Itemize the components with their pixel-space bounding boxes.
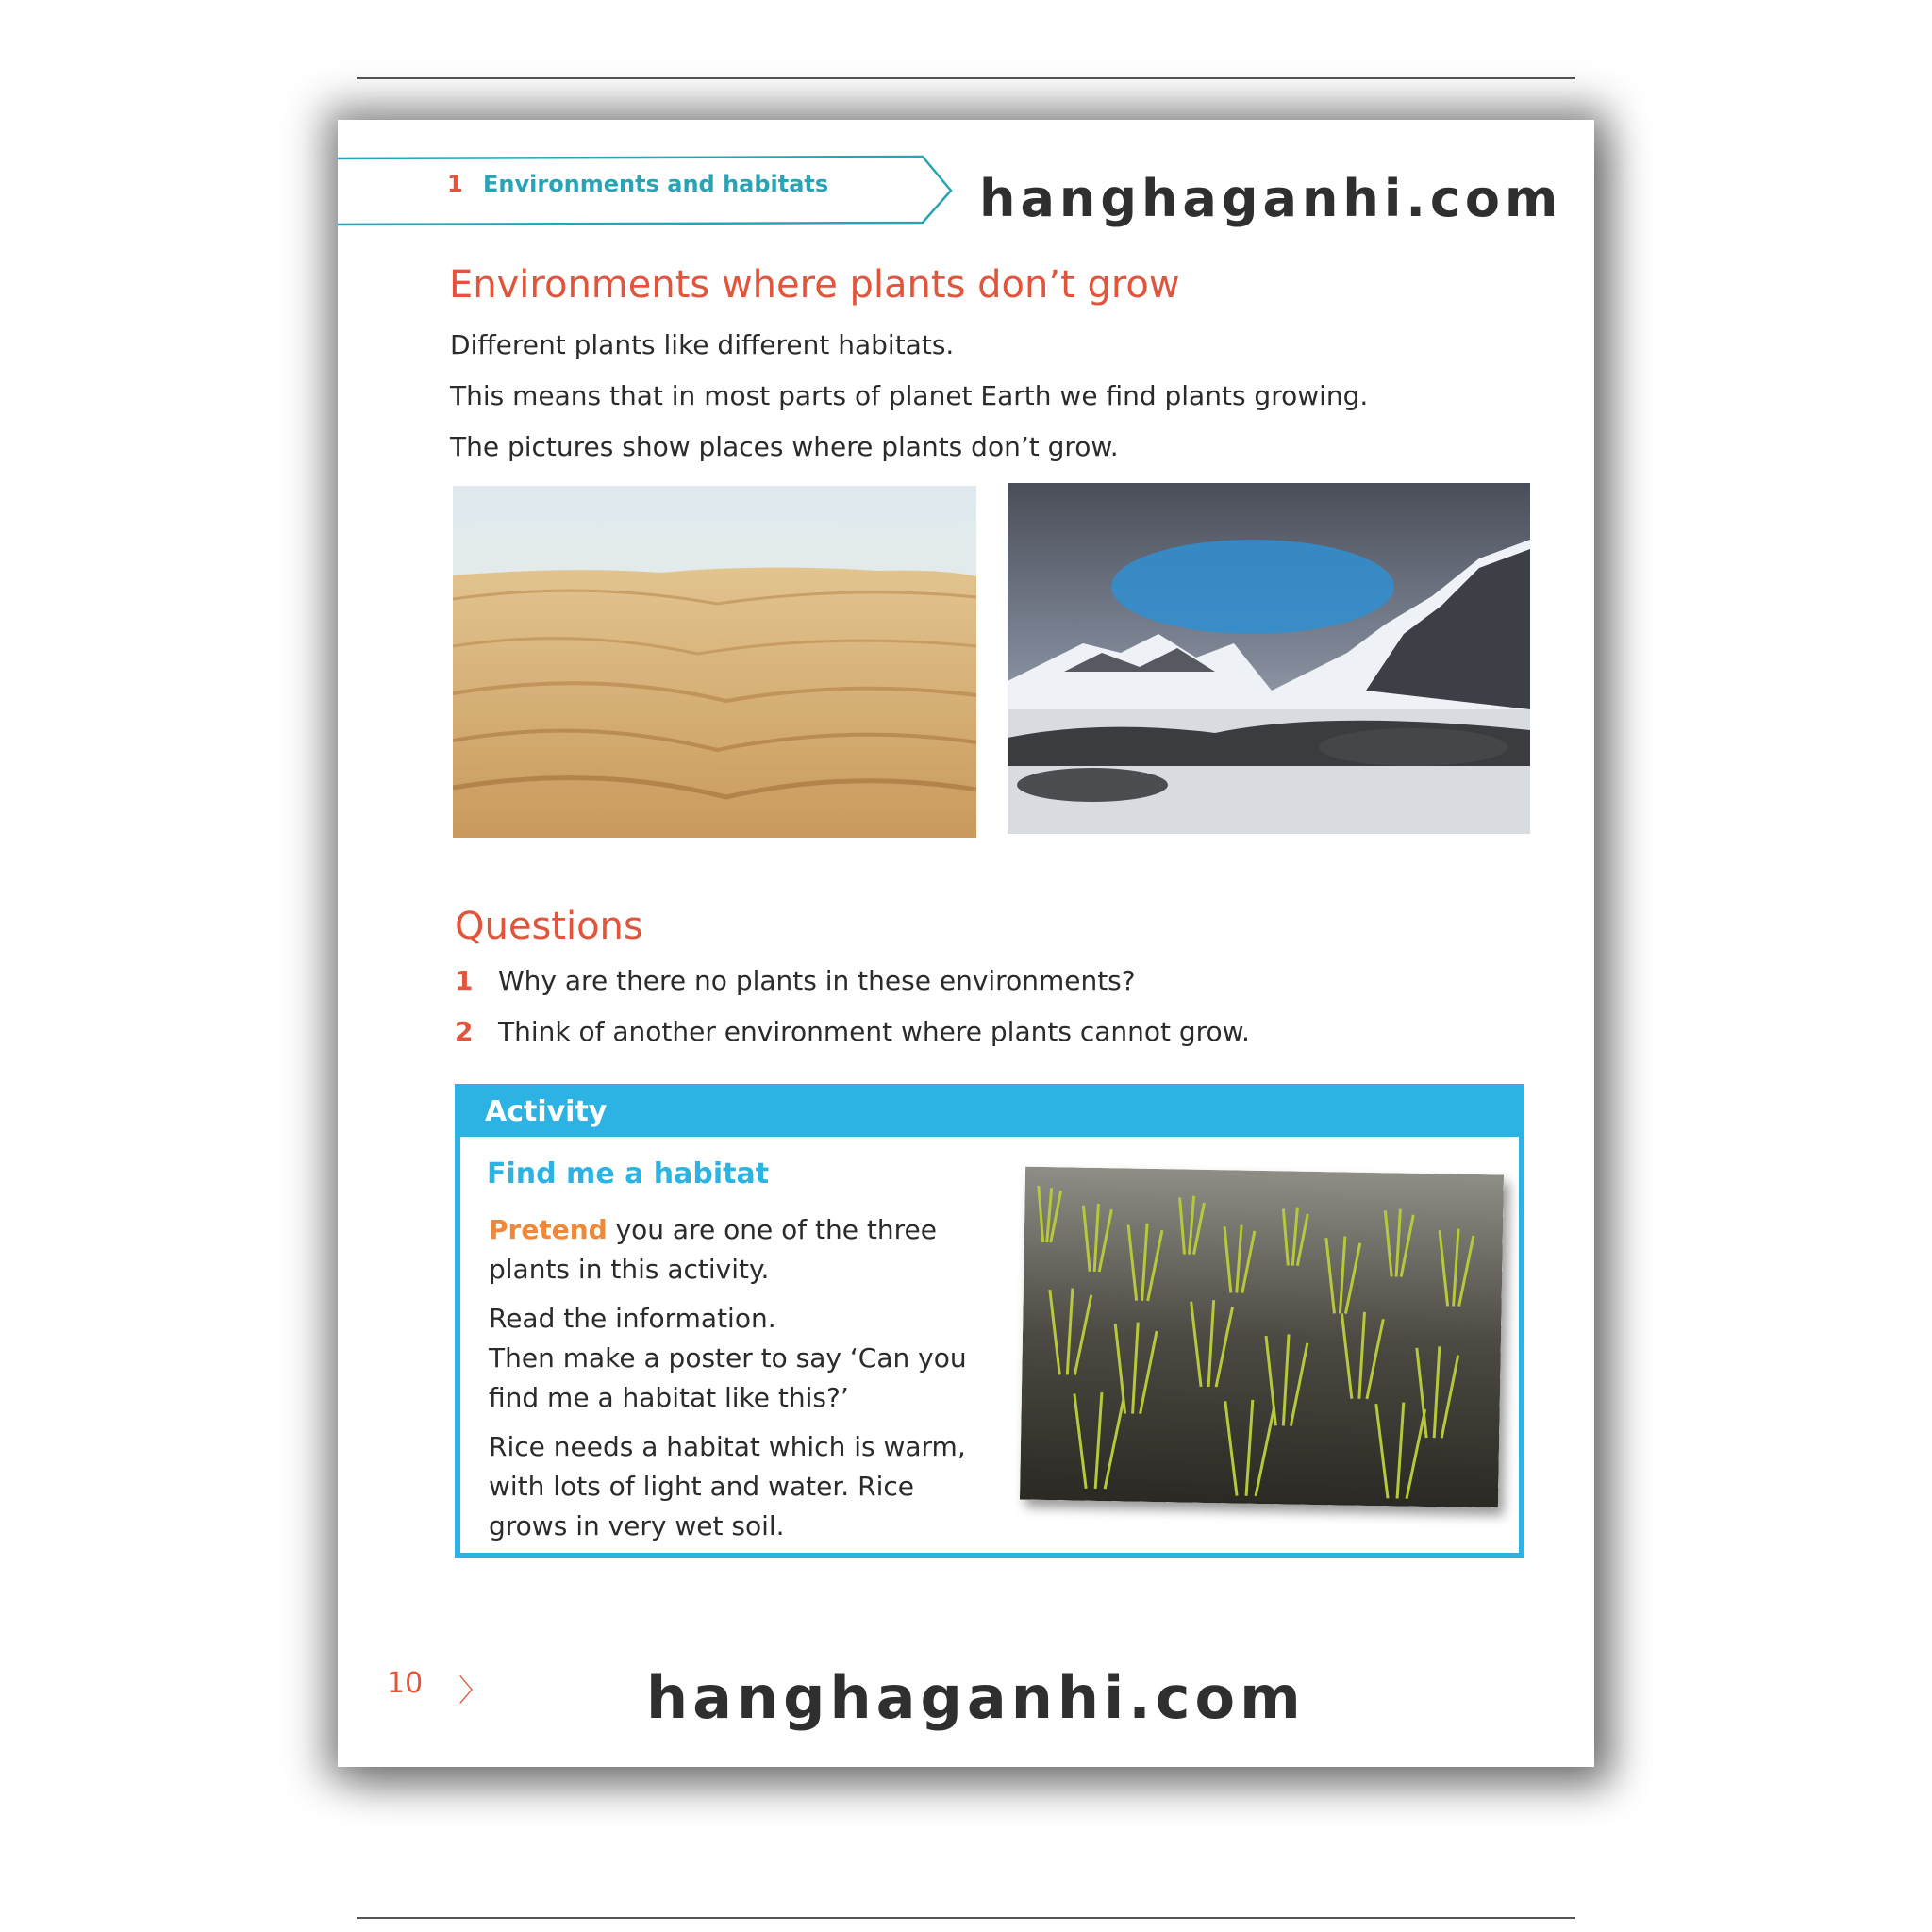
chapter-title: Environments and habitats bbox=[483, 171, 829, 197]
activity-paragraph-3-line-3: grows in very wet soil. bbox=[489, 1510, 785, 1541]
page-title: Environments where plants don’t grow bbox=[449, 263, 1180, 307]
activity-paragraph-2-line-2: Then make a poster to say ‘Can you bbox=[489, 1342, 967, 1374]
activity-label: Activity bbox=[485, 1095, 608, 1128]
activity-paragraph-2 bbox=[489, 1299, 967, 1418]
next-page-arrow-icon: 〉 bbox=[458, 1673, 490, 1708]
activity-header-bar bbox=[455, 1084, 1524, 1137]
activity-title: Find me a habitat bbox=[487, 1158, 770, 1191]
intro-paragraph-1: Different plants like different habitats. bbox=[450, 329, 955, 360]
watermark-bottom: hanghaganhi.com bbox=[646, 1663, 1306, 1732]
watermark-top: hanghaganhi.com bbox=[979, 169, 1563, 228]
activity-paragraph-3 bbox=[489, 1427, 966, 1546]
textbook-page bbox=[338, 120, 1594, 1767]
question-1-number: 1 bbox=[455, 965, 474, 996]
questions-heading: Questions bbox=[455, 905, 643, 948]
question-1 bbox=[455, 965, 1136, 996]
chapter-number: 1 bbox=[447, 171, 463, 197]
question-2 bbox=[455, 1016, 1250, 1047]
activity-paragraph-3-line-1: Rice needs a habitat which is warm, bbox=[489, 1431, 966, 1462]
question-2-text: Think of another environment where plants cannot grow. bbox=[498, 1016, 1250, 1047]
activity-paragraph-3-line-2: with lots of light and water. Rice bbox=[489, 1471, 914, 1502]
intro-paragraph-3: The pictures show places where plants don’t grow. bbox=[450, 431, 1119, 462]
bottom-divider bbox=[357, 1917, 1575, 1919]
top-divider bbox=[357, 77, 1575, 79]
activity-paragraph-2-line-3: find me a habitat like this?’ bbox=[489, 1382, 849, 1413]
question-2-number: 2 bbox=[455, 1016, 474, 1047]
intro-paragraph-2: This means that in most parts of planet Earth we find plants growing. bbox=[450, 380, 1369, 411]
question-1-text: Why are there no plants in these environments? bbox=[498, 965, 1136, 996]
activity-paragraph-1-line-2: plants in this activity. bbox=[489, 1254, 770, 1285]
pretend-keyword: Pretend bbox=[489, 1214, 608, 1245]
polar-landscape-photo bbox=[1008, 483, 1530, 834]
rice-paddy-photo bbox=[1020, 1167, 1504, 1508]
page-number: 10 bbox=[387, 1667, 424, 1700]
activity-paragraph-2-line-1: Read the information. bbox=[489, 1303, 776, 1334]
activity-paragraph-1-rest: you are one of the three bbox=[607, 1214, 937, 1245]
activity-paragraph-1 bbox=[489, 1210, 937, 1290]
desert-photo bbox=[453, 486, 976, 838]
